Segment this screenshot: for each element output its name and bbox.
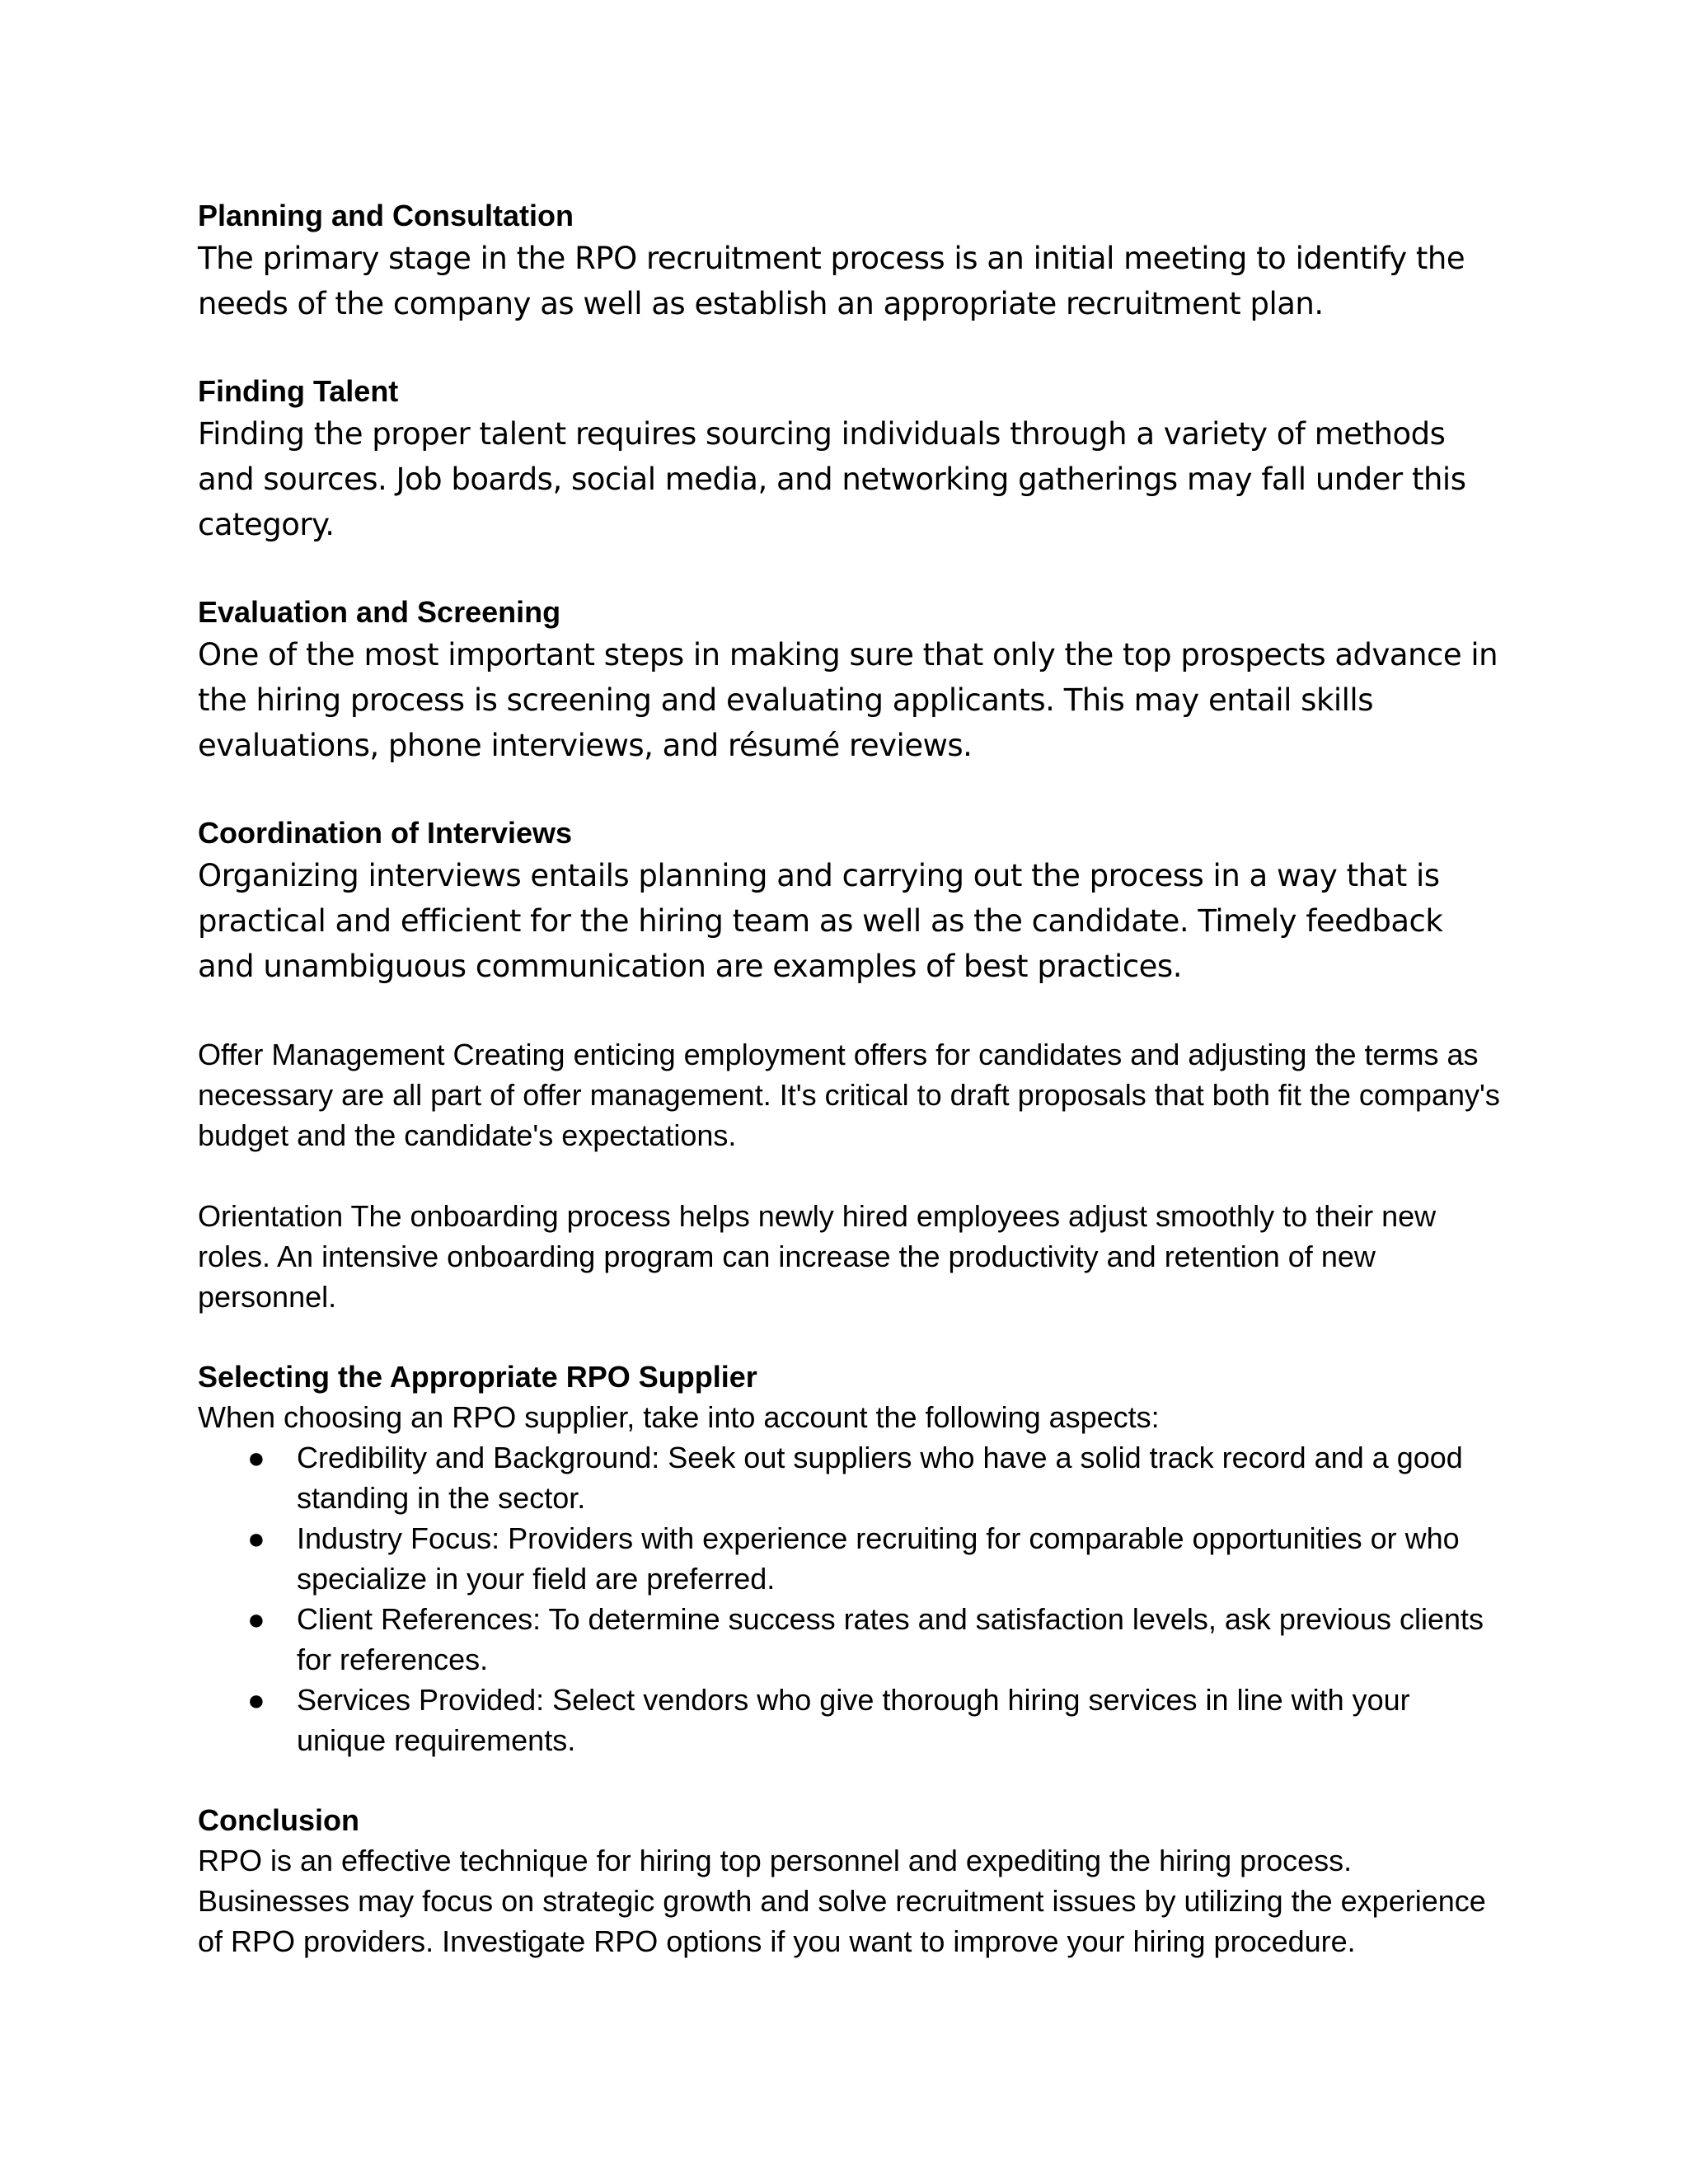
list-item-text: Client References: To determine success rates and satisfaction levels, ask previous clients for references.: [297, 1602, 1484, 1676]
bullet-icon: ●: [247, 1683, 265, 1717]
bullet-icon: ●: [247, 1521, 265, 1555]
offer-management-paragraph: Offer Management Creating enticing employment offers for candidates and adjusting the terms as necessary are all part of offer management. It's critical to draft proposals that both fit the company's budget and the candidate's expectations.: [198, 1038, 1500, 1152]
list-item: [198, 1437, 1500, 1518]
section-heading-evaluation: Evaluation and Screening: [198, 595, 561, 629]
section-heading-planning: Planning and Consultation: [198, 199, 574, 232]
spacer: [198, 768, 1500, 813]
spacer: [198, 547, 1500, 593]
list-item-text: Credibility and Background: Seek out suppliers who have a solid track record and a good standing in the sector.: [297, 1441, 1463, 1515]
spacer: [198, 326, 1500, 372]
spacer: [198, 1317, 1500, 1357]
conclusion-body: RPO is an effective technique for hiring top personnel and expediting the hiring process. Businesses may focus on strategic growth and solve recruitment issues by utilizing the experience of RPO providers. Investigate RPO options if you want to improve your hiring procedure.: [198, 1844, 1486, 1958]
section-heading-interviews: Coordination of Interviews: [198, 816, 573, 850]
spacer: [198, 989, 1500, 1034]
supplier-bullet-list: [198, 1437, 1500, 1760]
bullet-icon: ●: [247, 1602, 265, 1636]
orientation-paragraph: Orientation The onboarding process helps newly hired employees adjust smoothly to their new roles. An intensive onboarding program can increase the productivity and retention of new personnel.: [198, 1199, 1437, 1314]
supplier-intro: When choosing an RPO supplier, take into account the following aspects:: [198, 1400, 1160, 1434]
spacer: [198, 1155, 1500, 1196]
section-body-planning: The primary stage in the RPO recruitment process is an initial meeting to identify the needs of the company as well as establish an appropriate recruitment plan.: [198, 241, 1465, 321]
supplier-heading: Selecting the Appropriate RPO Supplier: [198, 1360, 757, 1394]
list-item-text: Industry Focus: Providers with experience recruiting for comparable opportunities or who specialize in your field are preferred.: [297, 1521, 1460, 1596]
section-body-interviews: Organizing interviews entails planning and carrying out the process in a way that is practical and efficient for the hiring team as well as the candidate. Timely feedback and unambiguous communication are examples of best practices.: [198, 858, 1443, 984]
spacer: [198, 1760, 1500, 1801]
section-body-evaluation: One of the most important steps in making sure that only the top prospects advance in the hiring process is screening and evaluating applicants. This may entail skills evaluations, phone interviews, and résumé reviews.: [198, 637, 1498, 763]
section-heading-finding-talent: Finding Talent: [198, 374, 399, 408]
list-item: [198, 1518, 1500, 1599]
list-item: [198, 1680, 1500, 1760]
conclusion-heading: Conclusion: [198, 1803, 359, 1837]
section-body-finding-talent: Finding the proper talent requires sourcing individuals through a variety of methods and sources. Job boards, social media, and networking gatherings may fall under this category.: [198, 416, 1466, 542]
list-item: [198, 1599, 1500, 1680]
list-item-text: Services Provided: Select vendors who give thorough hiring services in line with your unique requirements.: [297, 1683, 1410, 1757]
bullet-icon: ●: [247, 1441, 265, 1474]
document-page: [198, 196, 1500, 1961]
